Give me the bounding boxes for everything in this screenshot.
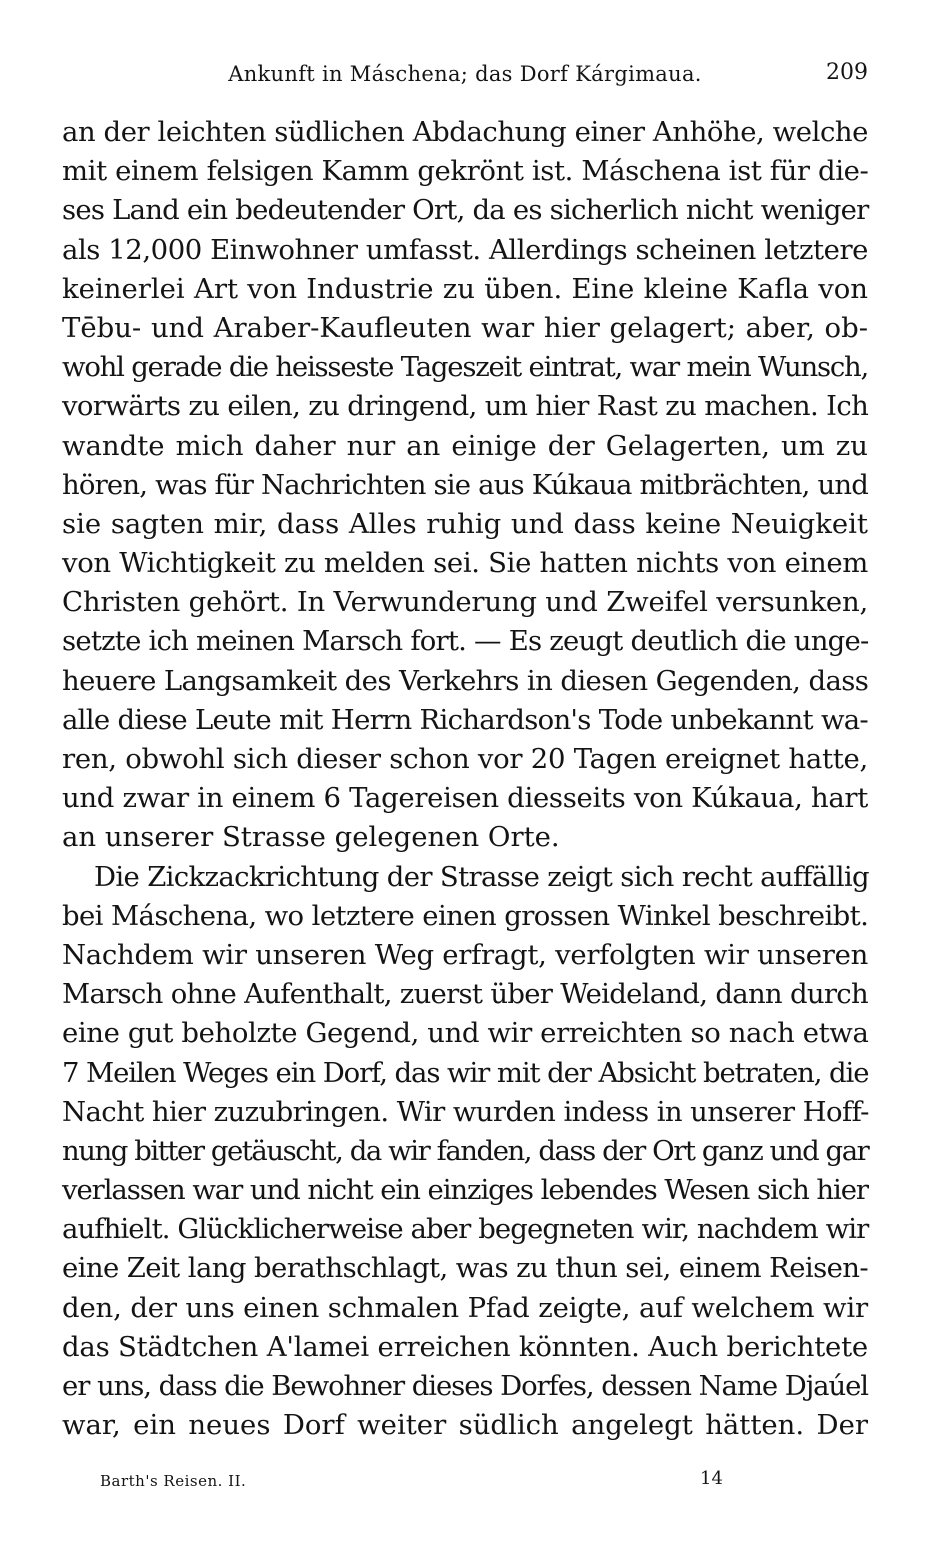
text-line: sie sagten mir, dass Alles ruhig und dass keine Neuigkeit	[62, 507, 868, 540]
text-line: Die Zickzackrichtung der Strasse zeigt sich recht auffällig	[94, 860, 869, 893]
paragraph	[62, 113, 868, 858]
text-line: verlassen war und nicht ein einziges lebendes Wesen sich hier	[62, 1174, 868, 1207]
text-line: wohl gerade die heisseste Tageszeit eintrat, war mein Wunsch,	[62, 351, 869, 384]
text-line: aufhielt. Glücklicherweise aber begegneten wir, nachdem wir	[62, 1213, 869, 1246]
text-line: war, ein neues Dorf weiter südlich angelegt hätten. Der	[62, 1409, 868, 1442]
text-line: eine gut beholzte Gegend, und wir erreichten so nach etwa	[62, 1017, 869, 1050]
page-footer	[100, 1468, 740, 1492]
text-line: hören, was für Nachrichten sie aus Kúkaua mitbrächten, und	[62, 468, 868, 501]
text-line: nung bitter getäuscht, da wir fanden, dass der Ort ganz und gar	[62, 1134, 869, 1167]
text-line: an unserer Strasse gelegenen Orte.	[62, 821, 560, 854]
text-line: ses Land ein bedeutender Ort, da es sicherlich nicht weniger	[62, 194, 869, 227]
text-line: ren, obwohl sich dieser schon vor 20 Tagen ereignet hatte,	[62, 743, 868, 775]
paragraph	[62, 858, 868, 1446]
text-line: den, der uns einen schmalen Pfad zeigte, auf welchem wir	[62, 1291, 868, 1324]
text-line: mit einem felsigen Kamm gekrönt ist. Máschena ist für die-	[62, 155, 869, 188]
running-title: Ankunft in Máschena; das Dorf Kárgimaua.	[228, 62, 702, 86]
text-line: Christen gehört. In Verwunderung und Zweifel versunken,	[62, 586, 868, 619]
text-line: an der leichten südlichen Abdachung einer Anhöhe, welche	[62, 116, 868, 148]
text-line: Marsch ohne Aufenthalt, zuerst über Weideland, dann durch	[62, 978, 868, 1011]
sheet-number: 14	[700, 1468, 723, 1489]
text-line: er uns, dass die Bewohner dieses Dorfes, dessen Name Djaúel	[62, 1370, 868, 1402]
text-line: bei Máschena, wo letztere einen grossen Winkel beschreibt.	[62, 899, 869, 932]
body-text	[62, 113, 868, 1445]
text-line: als 12,000 Einwohner umfasst. Allerdings scheinen letztere	[62, 233, 868, 266]
text-line: vorwärts zu eilen, zu dringend, um hier Rast zu machen. Ich	[62, 390, 869, 423]
page-header	[62, 60, 868, 92]
text-line: von Wichtigkeit zu melden sei. Sie hatten nichts von einem	[62, 547, 869, 580]
text-line: setzte ich meinen Marsch fort. — Es zeugt deutlich die unge-	[62, 625, 869, 658]
text-line: wandte mich daher nur an einige der Gelagerten, um zu	[62, 429, 868, 462]
text-line: und zwar in einem 6 Tagereisen diesseits von Kúkaua, hart	[62, 782, 868, 815]
text-line: das Städtchen A'lamei erreichen könnten. Auch berichtete	[62, 1330, 868, 1363]
page-number: 209	[826, 60, 868, 85]
text-line: eine Zeit lang berathschlagt, was zu thun sei, einem Reisen-	[62, 1252, 869, 1285]
printer-signature: Barth's Reisen. II.	[100, 1472, 247, 1490]
text-line: keinerlei Art von Industrie zu üben. Eine kleine Kafla von	[62, 272, 868, 305]
text-line: alle diese Leute mit Herrn Richardson's Tode unbekannt wa-	[62, 703, 868, 736]
text-line: heuere Langsamkeit des Verkehrs in diesen Gegenden, dass	[62, 664, 869, 697]
text-line: Nacht hier zuzubringen. Wir wurden indess in unserer Hoff-	[62, 1095, 869, 1128]
text-line: 7 Meilen Weges ein Dorf, das wir mit der Absicht betraten, die	[62, 1056, 869, 1089]
text-line: Tēbu- und Araber-Kaufleuten war hier gelagert; aber, ob-	[62, 311, 868, 344]
text-line: Nachdem wir unseren Weg erfragt, verfolgten wir unseren	[62, 938, 869, 971]
